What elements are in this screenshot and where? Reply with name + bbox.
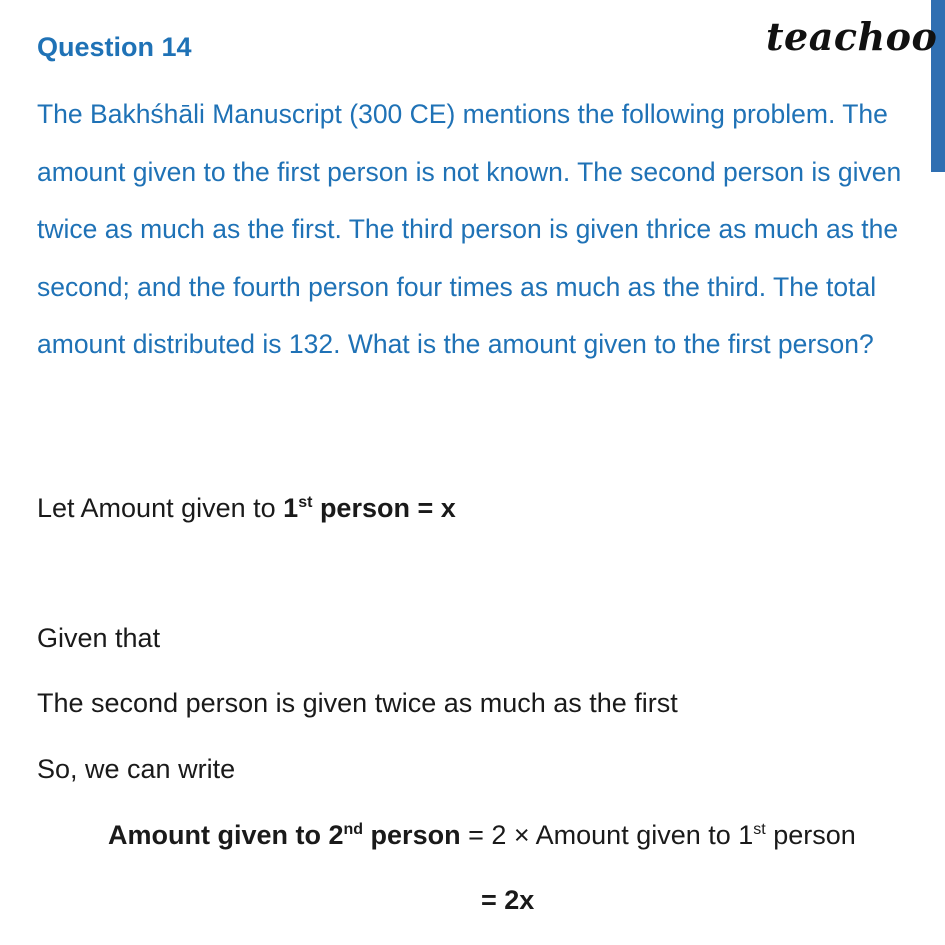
question-title: Question 14 bbox=[37, 32, 192, 62]
given-that-text: Given that bbox=[37, 623, 161, 653]
teachoo-logo: teachoo bbox=[766, 14, 938, 59]
question-text: The Bakhśhāli Manuscript (300 CE) mentions the following problem. The amount given to the first person is not known. The second person is given twice as much as the first. The third person is given thrice as much as the second; and the fourth person four times as much as the third. The total amount distributed is 132. What is the amount given to the first person? bbox=[37, 99, 902, 359]
let-statement bbox=[37, 493, 456, 524]
let-prefix: Let Amount given to bbox=[37, 493, 284, 523]
equation-result: = 2x bbox=[481, 885, 535, 915]
scrollbar-track[interactable] bbox=[931, 0, 945, 945]
equation-lhs: Amount given to 2nd person bbox=[108, 820, 461, 850]
so-we-can-write-text: So, we can write bbox=[37, 754, 236, 784]
equation-second-person bbox=[108, 820, 856, 851]
let-variable: 1st person = x bbox=[283, 493, 456, 523]
second-person-statement: The second person is given twice as much as the first bbox=[37, 688, 678, 718]
equation-rhs: = 2 × Amount given to 1st person bbox=[460, 820, 856, 850]
